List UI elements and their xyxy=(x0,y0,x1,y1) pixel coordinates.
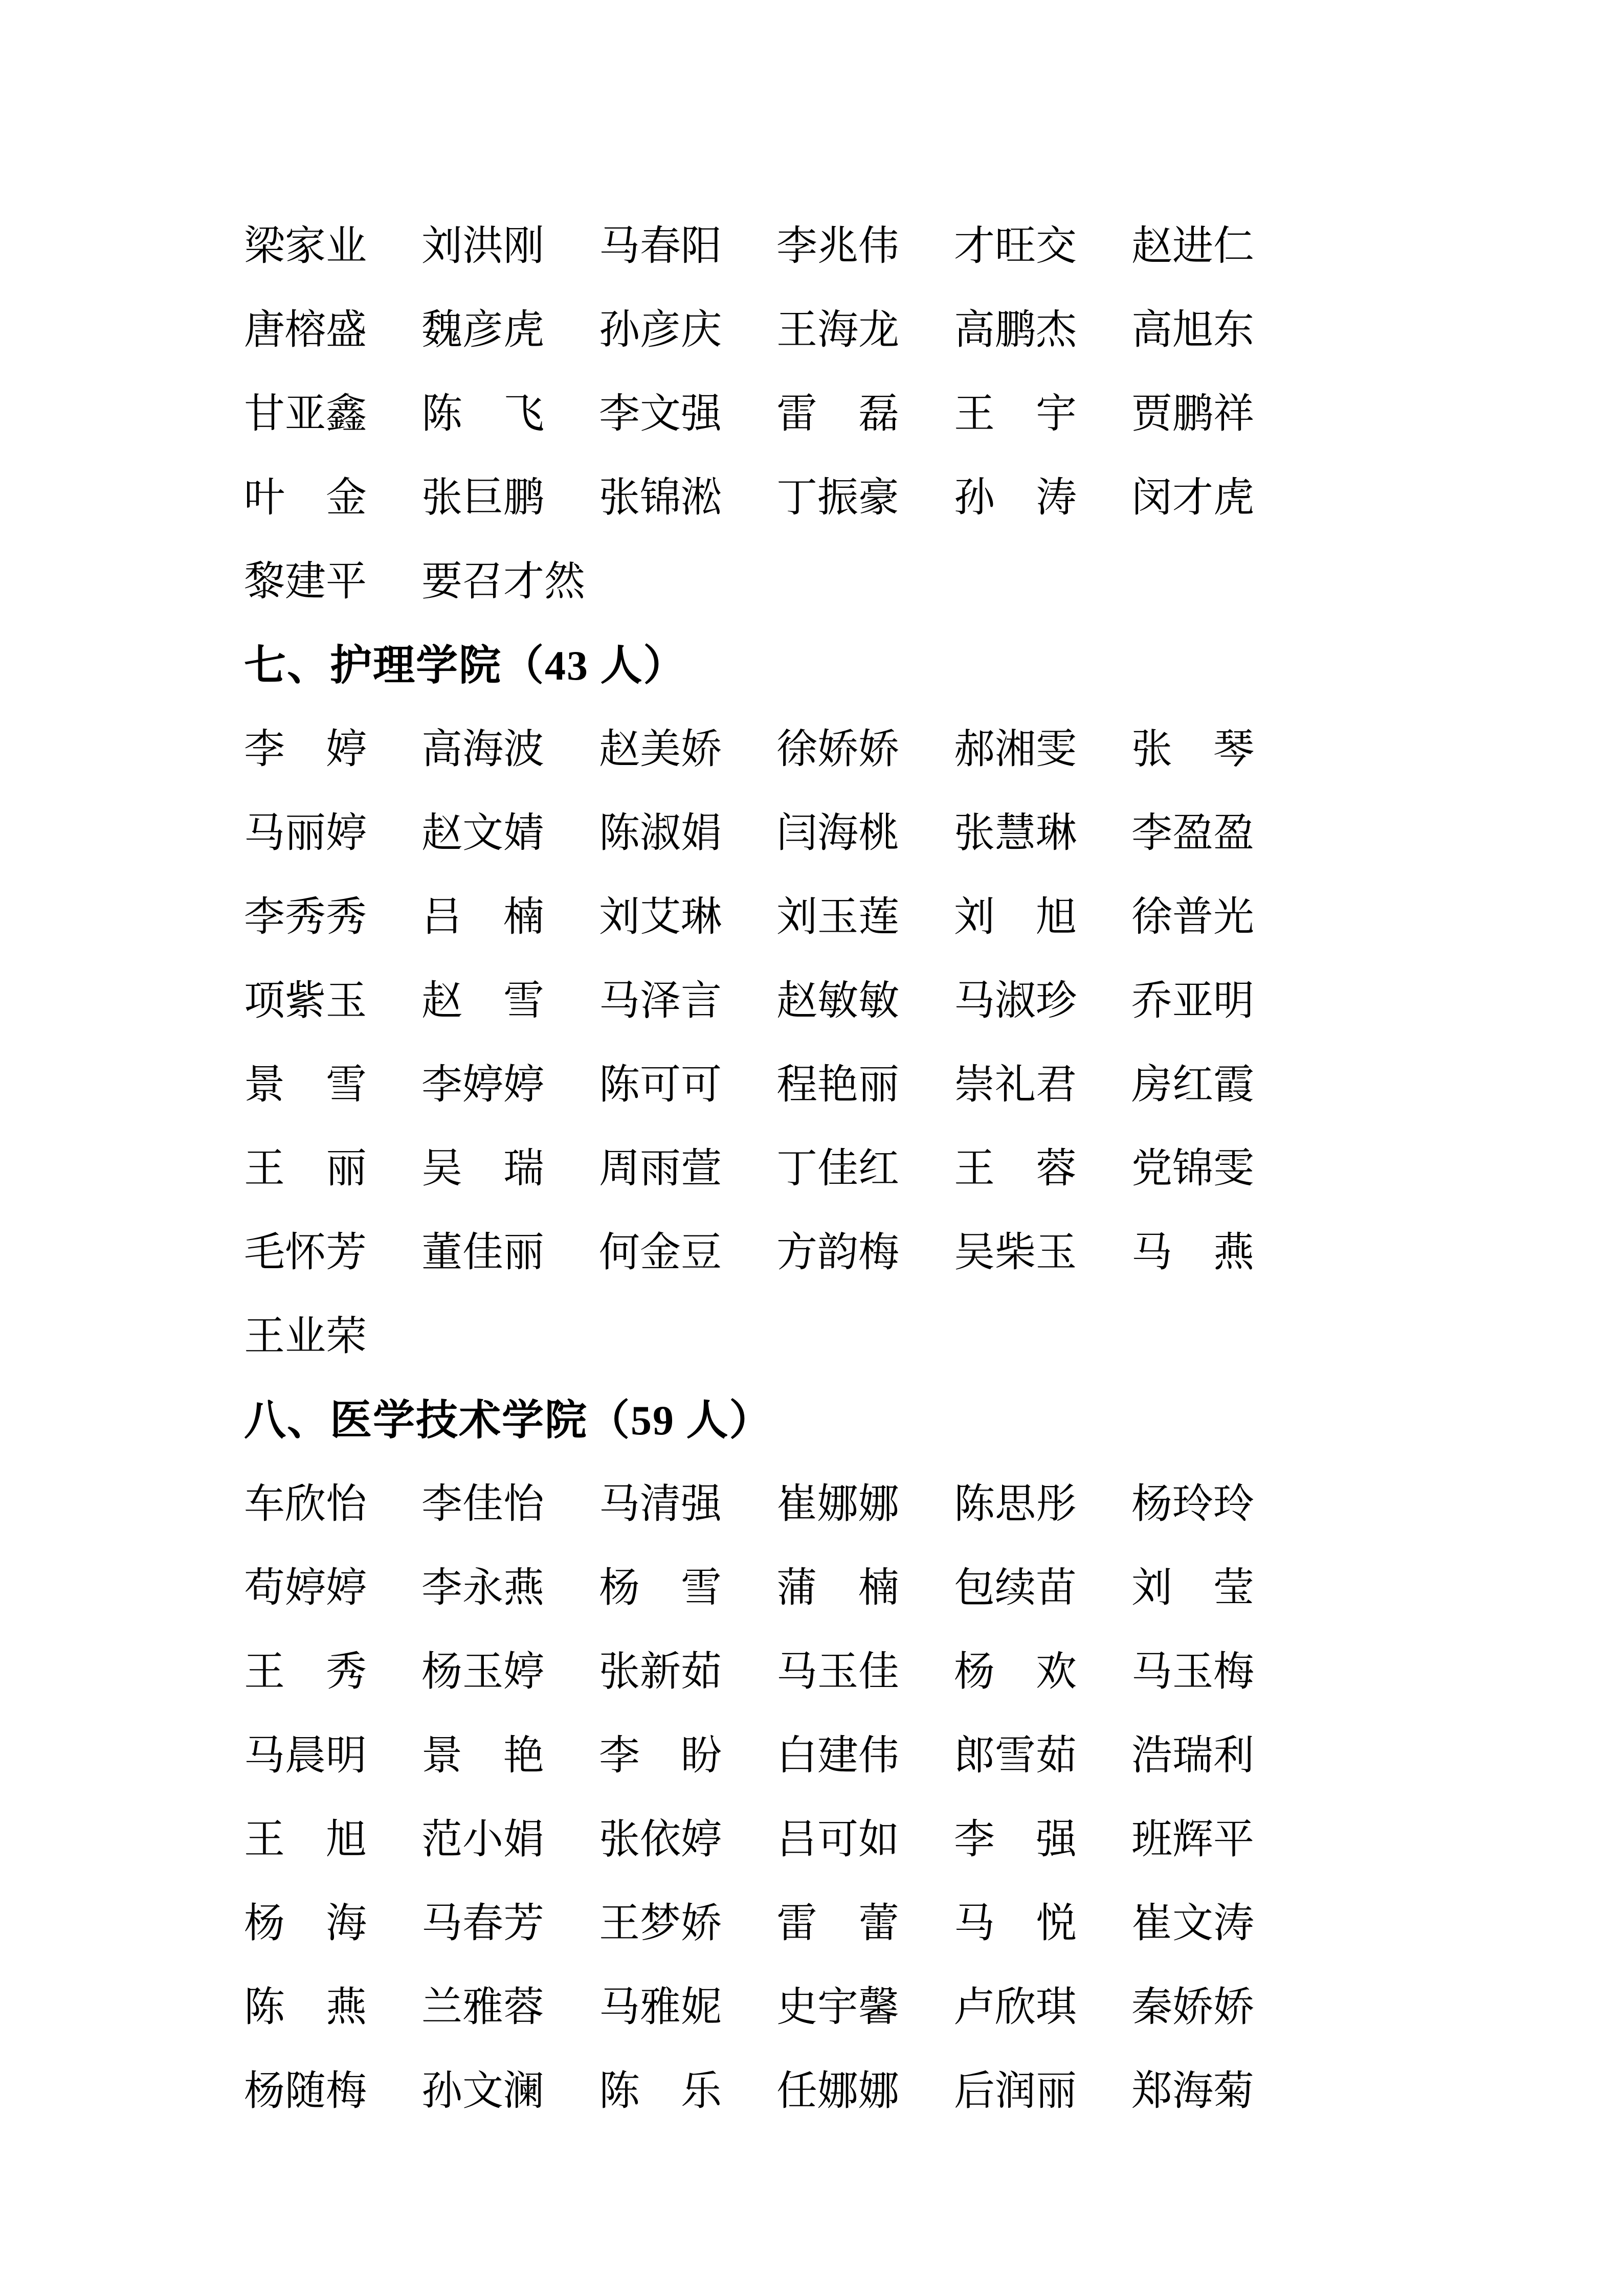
name-row xyxy=(244,372,1472,456)
student-name: 陈 飞 xyxy=(421,392,544,437)
student-name: 王 丽 xyxy=(244,1146,367,1192)
student-name: 刘玉莲 xyxy=(776,895,899,940)
name-row xyxy=(244,792,1472,875)
student-name: 王海龙 xyxy=(776,308,899,353)
student-name: 王 旭 xyxy=(244,1817,367,1863)
student-name: 房红霞 xyxy=(1131,1063,1254,1108)
student-name: 闵才虎 xyxy=(1131,476,1254,521)
name-row xyxy=(244,1966,1472,2050)
student-name: 董佳丽 xyxy=(421,1230,544,1276)
student-name: 秦娇娇 xyxy=(1131,1985,1254,2031)
student-name: 史宇馨 xyxy=(776,1985,899,2031)
student-name: 甘亚鑫 xyxy=(244,392,367,437)
student-name: 李 盼 xyxy=(599,1734,722,1779)
student-name: 雷 蕾 xyxy=(776,1901,899,1947)
student-name: 吕可如 xyxy=(776,1817,899,1863)
student-name: 李 强 xyxy=(954,1817,1077,1863)
student-name: 李佳怡 xyxy=(421,1482,544,1527)
student-name: 徐娇娇 xyxy=(776,727,899,773)
student-name: 孙文澜 xyxy=(421,2069,544,2114)
student-name: 陈 乐 xyxy=(599,2069,722,2114)
student-name: 周雨萱 xyxy=(599,1146,722,1192)
student-name: 张新茹 xyxy=(599,1650,722,1695)
student-name: 郑海菊 xyxy=(1131,2069,1254,2114)
student-name: 白建伟 xyxy=(776,1734,899,1779)
student-name: 丁佳红 xyxy=(776,1146,899,1192)
student-name: 吴 瑞 xyxy=(421,1146,544,1192)
student-name: 崇礼君 xyxy=(954,1063,1077,1108)
section-header: 七、护理学院（43 人） xyxy=(244,642,686,689)
name-row xyxy=(244,1546,1472,1630)
name-row xyxy=(244,875,1472,959)
name-row xyxy=(244,540,1472,624)
student-name: 吴柴玉 xyxy=(954,1230,1077,1276)
student-name: 马淑珍 xyxy=(954,979,1077,1024)
name-row xyxy=(244,1043,1472,1127)
student-name: 赵进仁 xyxy=(1131,224,1254,269)
student-name: 浩瑞利 xyxy=(1131,1734,1254,1779)
student-name: 马泽言 xyxy=(599,979,722,1024)
name-row xyxy=(244,708,1472,792)
student-name: 赵文婧 xyxy=(421,811,544,857)
student-name: 高旭东 xyxy=(1131,308,1254,353)
name-row xyxy=(244,1462,1472,1546)
name-row xyxy=(244,288,1472,372)
student-name: 苟婷婷 xyxy=(244,1566,367,1611)
student-name: 马玉梅 xyxy=(1131,1650,1254,1695)
student-name: 项紫玉 xyxy=(244,979,367,1024)
student-name: 杨玉婷 xyxy=(421,1650,544,1695)
student-name: 马丽婷 xyxy=(244,811,367,857)
student-name: 马晨明 xyxy=(244,1734,367,1779)
student-name: 马 悦 xyxy=(954,1901,1077,1947)
name-row xyxy=(244,1714,1472,1798)
student-name: 李 婷 xyxy=(244,727,367,773)
student-name: 黎建平 xyxy=(244,559,367,605)
student-name: 马玉佳 xyxy=(776,1650,899,1695)
name-row xyxy=(244,2050,1472,2133)
student-name: 程艳丽 xyxy=(776,1063,899,1108)
student-name: 班辉平 xyxy=(1131,1817,1254,1863)
student-name: 李秀秀 xyxy=(244,895,367,940)
student-name: 郎雪茹 xyxy=(954,1734,1077,1779)
student-name: 张 琴 xyxy=(1131,727,1254,773)
student-name: 任娜娜 xyxy=(776,2069,899,2114)
name-list-content xyxy=(244,205,1472,2133)
student-name: 吕 楠 xyxy=(421,895,544,940)
student-name: 高海波 xyxy=(421,727,544,773)
student-name: 赵美娇 xyxy=(599,727,722,773)
name-row xyxy=(244,1127,1472,1211)
name-row xyxy=(244,205,1472,288)
section-header-row xyxy=(244,624,1472,708)
student-name: 兰雅蓉 xyxy=(421,1985,544,2031)
student-name: 李盈盈 xyxy=(1131,811,1254,857)
student-name: 刘艾琳 xyxy=(599,895,722,940)
student-name: 马清强 xyxy=(599,1482,722,1527)
student-name: 杨 欢 xyxy=(954,1650,1077,1695)
student-name: 杨 雪 xyxy=(599,1566,722,1611)
student-name: 王 秀 xyxy=(244,1650,367,1695)
student-name: 丁振豪 xyxy=(776,476,899,521)
name-row xyxy=(244,1630,1472,1714)
student-name: 陈思彤 xyxy=(954,1482,1077,1527)
student-name: 要召才然 xyxy=(421,559,585,605)
student-name: 陈淑娟 xyxy=(599,811,722,857)
student-name: 王业荣 xyxy=(244,1314,367,1360)
student-name: 闫海桃 xyxy=(776,811,899,857)
student-name: 景 雪 xyxy=(244,1063,367,1108)
student-name: 魏彦虎 xyxy=(421,308,544,353)
student-name: 王 宇 xyxy=(954,392,1077,437)
student-name: 张锦淞 xyxy=(599,476,722,521)
student-name: 王 蓉 xyxy=(954,1146,1077,1192)
section-header: 八、医学技术学院（59 人） xyxy=(244,1397,772,1444)
student-name: 贾鹏祥 xyxy=(1131,392,1254,437)
student-name: 张巨鹏 xyxy=(421,476,544,521)
student-name: 乔亚明 xyxy=(1131,979,1254,1024)
section-header-row xyxy=(244,1379,1472,1462)
name-row xyxy=(244,1295,1472,1379)
student-name: 张依婷 xyxy=(599,1817,722,1863)
name-row xyxy=(244,456,1472,540)
student-name: 方韵梅 xyxy=(776,1230,899,1276)
student-name: 车欣怡 xyxy=(244,1482,367,1527)
name-row xyxy=(244,1211,1472,1295)
student-name: 崔娜娜 xyxy=(776,1482,899,1527)
student-name: 赵 雪 xyxy=(421,979,544,1024)
student-name: 郝湘雯 xyxy=(954,727,1077,773)
student-name: 范小娟 xyxy=(421,1817,544,1863)
student-name: 后润丽 xyxy=(954,2069,1077,2114)
student-name: 李兆伟 xyxy=(776,224,899,269)
name-row xyxy=(244,1882,1472,1966)
student-name: 叶 金 xyxy=(244,476,367,521)
student-name: 唐榕盛 xyxy=(244,308,367,353)
student-name: 陈可可 xyxy=(599,1063,722,1108)
student-name: 高鹏杰 xyxy=(954,308,1077,353)
student-name: 雷 磊 xyxy=(776,392,899,437)
student-name: 杨 海 xyxy=(244,1901,367,1947)
student-name: 马春阳 xyxy=(599,224,722,269)
student-name: 孙 涛 xyxy=(954,476,1077,521)
student-name: 马春芳 xyxy=(421,1901,544,1947)
student-name: 徐普光 xyxy=(1131,895,1254,940)
student-name: 刘 莹 xyxy=(1131,1566,1254,1611)
student-name: 卢欣琪 xyxy=(954,1985,1077,2031)
student-name: 党锦雯 xyxy=(1131,1146,1254,1192)
student-name: 景 艳 xyxy=(421,1734,544,1779)
student-name: 何金豆 xyxy=(599,1230,722,1276)
student-name: 马 燕 xyxy=(1131,1230,1254,1276)
student-name: 李婷婷 xyxy=(421,1063,544,1108)
student-name: 毛怀芳 xyxy=(244,1230,367,1276)
student-name: 马雅妮 xyxy=(599,1985,722,2031)
student-name: 赵敏敏 xyxy=(776,979,899,1024)
student-name: 李文强 xyxy=(599,392,722,437)
student-name: 才旺交 xyxy=(954,224,1077,269)
name-row xyxy=(244,1798,1472,1882)
student-name: 陈 燕 xyxy=(244,1985,367,2031)
student-name: 杨玲玲 xyxy=(1131,1482,1254,1527)
student-name: 包续苗 xyxy=(954,1566,1077,1611)
student-name: 孙彦庆 xyxy=(599,308,722,353)
student-name: 李永燕 xyxy=(421,1566,544,1611)
student-name: 崔文涛 xyxy=(1131,1901,1254,1947)
student-name: 张慧琳 xyxy=(954,811,1077,857)
student-name: 梁家业 xyxy=(244,224,367,269)
student-name: 蒲 楠 xyxy=(776,1566,899,1611)
student-name: 杨随梅 xyxy=(244,2069,367,2114)
student-name: 王梦娇 xyxy=(599,1901,722,1947)
student-name: 刘 旭 xyxy=(954,895,1077,940)
student-name: 刘洪刚 xyxy=(421,224,544,269)
name-row xyxy=(244,959,1472,1043)
